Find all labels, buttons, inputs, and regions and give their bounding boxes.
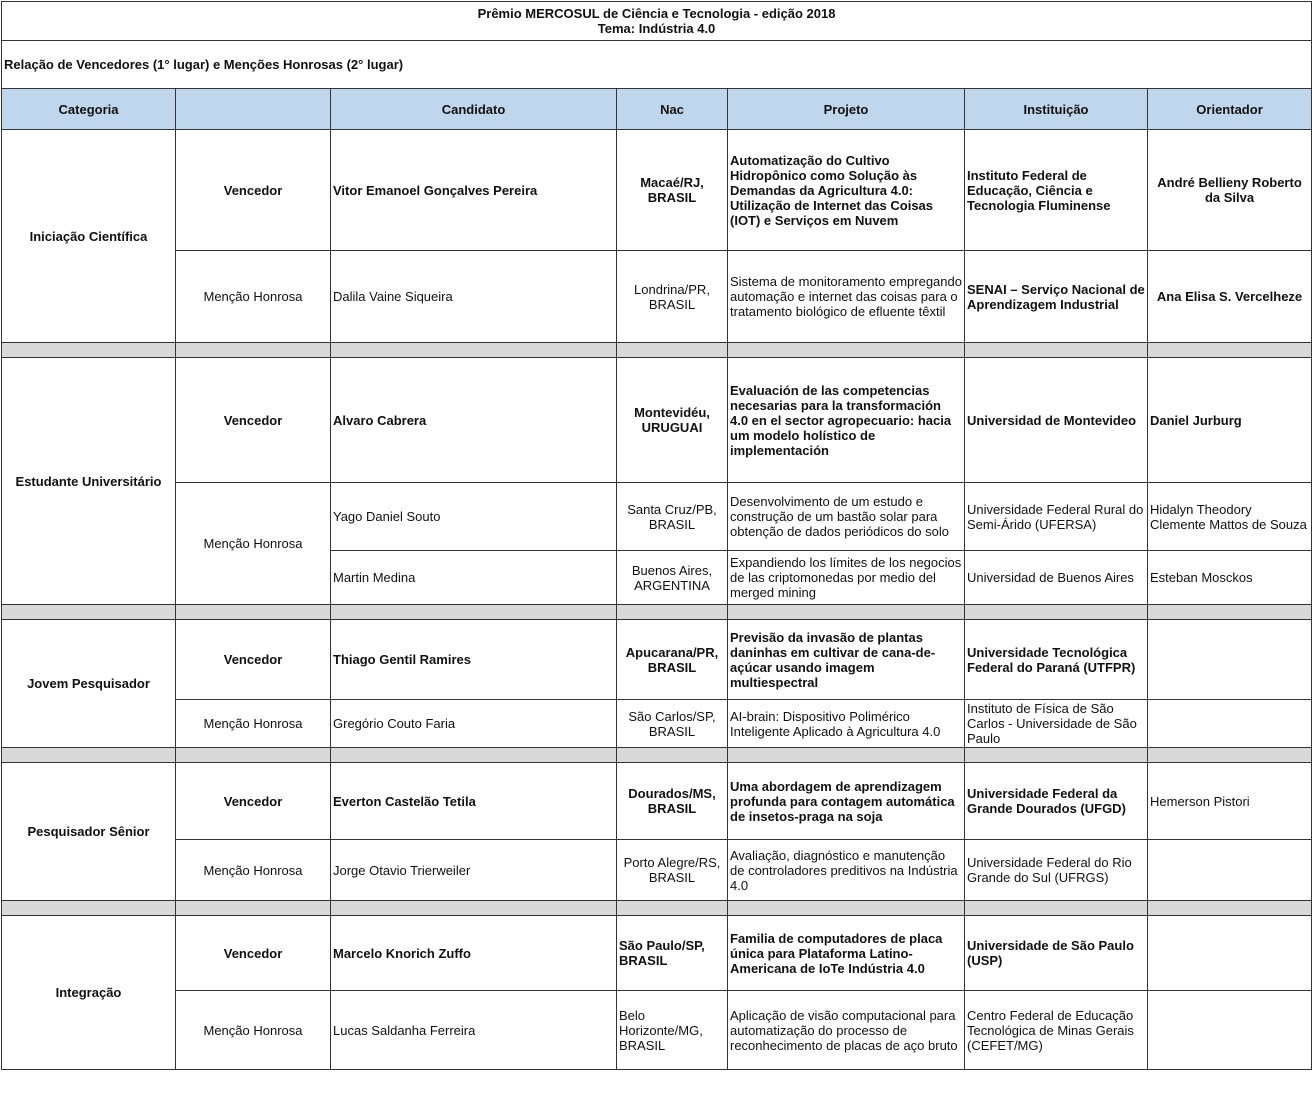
advisor-cell <box>1148 620 1312 700</box>
award-type-cell: Vencedor <box>176 358 331 483</box>
project-cell: Uma abordagem de aprendizagem profunda para contagem automática de insetos-praga na soja <box>728 763 965 840</box>
header-row <box>2 89 1312 130</box>
table-row <box>2 991 1312 1070</box>
institution-cell: Centro Federal de Educação Tecnológica de Minas Gerais (CEFET/MG) <box>965 991 1148 1070</box>
award-type-cell: Vencedor <box>176 620 331 700</box>
page-subtitle: Relação de Vencedores (1° lugar) e Menções Honrosas (2° lugar) <box>2 41 1312 89</box>
project-cell: Familia de computadores de placa única para Plataforma Latino-Americana de IoTe Indústria 4.0 <box>728 916 965 991</box>
advisor-cell: Hidalyn Theodory Clemente Mattos de Souza <box>1148 483 1312 551</box>
award-type-cell: Menção Honrosa <box>176 991 331 1070</box>
nationality-cell: Montevidéu, URUGUAI <box>617 358 728 483</box>
table-row <box>2 763 1312 840</box>
institution-cell: SENAI – Serviço Nacional de Aprendizagem Industrial <box>965 251 1148 343</box>
institution-cell: Universidad de Buenos Aires <box>965 551 1148 605</box>
candidate-cell: Lucas Saldanha Ferreira <box>331 991 617 1070</box>
candidate-cell: Thiago Gentil Ramires <box>331 620 617 700</box>
separator-row <box>2 901 1312 916</box>
advisor-cell <box>1148 700 1312 748</box>
nationality-cell: Londrina/PR, BRASIL <box>617 251 728 343</box>
table-row <box>2 700 1312 748</box>
awards-table <box>1 1 1312 1070</box>
candidate-cell: Vitor Emanoel Gonçalves Pereira <box>331 130 617 251</box>
award-type-cell: Vencedor <box>176 130 331 251</box>
award-type-cell: Menção Honrosa <box>176 251 331 343</box>
advisor-cell <box>1148 916 1312 991</box>
award-type-cell: Vencedor <box>176 763 331 840</box>
candidate-cell: Yago Daniel Souto <box>331 483 617 551</box>
table-row <box>2 916 1312 991</box>
candidate-cell: Everton Castelão Tetila <box>331 763 617 840</box>
subtitle-row <box>2 41 1312 89</box>
institution-cell: Universidade Tecnológica Federal do Paraná (UTFPR) <box>965 620 1148 700</box>
project-cell: Sistema de monitoramento empregando automação e internet das coisas para o tratamento biológico de efluente têxtil <box>728 251 965 343</box>
category-cell: Pesquisador Sênior <box>2 763 176 901</box>
nationality-cell: Apucarana/PR, BRASIL <box>617 620 728 700</box>
institution-cell: Instituto Federal de Educação, Ciência e Tecnologia Fluminense <box>965 130 1148 251</box>
nationality-cell: Macaé/RJ, BRASIL <box>617 130 728 251</box>
award-type-cell: Menção Honrosa <box>176 840 331 901</box>
nationality-cell: São Carlos/SP, BRASIL <box>617 700 728 748</box>
nationality-cell: São Paulo/SP, BRASIL <box>617 916 728 991</box>
project-cell: AI-brain: Dispositivo Polimérico Inteligente Aplicado à Agricultura 4.0 <box>728 700 965 748</box>
separator-row <box>2 605 1312 620</box>
header-categoria: Categoria <box>2 89 176 130</box>
advisor-cell: Esteban Mosckos <box>1148 551 1312 605</box>
separator-row <box>2 748 1312 763</box>
candidate-cell: Alvaro Cabrera <box>331 358 617 483</box>
header-projeto: Projeto <box>728 89 965 130</box>
institution-cell: Universidade de São Paulo (USP) <box>965 916 1148 991</box>
advisor-cell: Daniel Jurburg <box>1148 358 1312 483</box>
nationality-cell: Santa Cruz/PB, BRASIL <box>617 483 728 551</box>
table-row <box>2 483 1312 551</box>
nationality-cell: Porto Alegre/RS, BRASIL <box>617 840 728 901</box>
table-row <box>2 130 1312 251</box>
project-cell: Expandiendo los límites de los negocios de las criptomonedas por medio del merged mining <box>728 551 965 605</box>
institution-cell: Universidade Federal Rural do Semi-Árido (UFERSA) <box>965 483 1148 551</box>
candidate-cell: Marcelo Knorich Zuffo <box>331 916 617 991</box>
institution-cell: Universidade Federal do Rio Grande do Sul (UFRGS) <box>965 840 1148 901</box>
project-cell: Previsão da invasão de plantas daninhas em cultivar de cana-de-açúcar usando imagem multiespectral <box>728 620 965 700</box>
table-row <box>2 251 1312 343</box>
separator-row <box>2 343 1312 358</box>
project-cell: Avaliação, diagnóstico e manutenção de controladores preditivos na Indústria 4.0 <box>728 840 965 901</box>
candidate-cell: Martin Medina <box>331 551 617 605</box>
advisor-cell <box>1148 840 1312 901</box>
title-row <box>2 2 1312 41</box>
page-title <box>2 2 1312 41</box>
title-line-2: Tema: Indústria 4.0 <box>597 21 716 36</box>
header-orientador: Orientador <box>1148 89 1312 130</box>
nationality-cell: Buenos Aires, ARGENTINA <box>617 551 728 605</box>
nationality-cell: Dourados/MS, BRASIL <box>617 763 728 840</box>
institution-cell: Universidade Federal da Grande Dourados (UFGD) <box>965 763 1148 840</box>
award-type-cell: Menção Honrosa <box>176 700 331 748</box>
table-row <box>2 358 1312 483</box>
project-cell: Evaluación de las competencias necesarias para la transformación 4.0 en el sector agropecuario: hacia um modelo holístico de implementación <box>728 358 965 483</box>
institution-cell: Instituto de Física de São Carlos - Universidade de São Paulo <box>965 700 1148 748</box>
header-instituicao: Instituição <box>965 89 1148 130</box>
award-type-cell: Menção Honrosa <box>176 483 331 605</box>
category-cell: Jovem Pesquisador <box>2 620 176 748</box>
header-nac: Nac <box>617 89 728 130</box>
table-row <box>2 620 1312 700</box>
category-cell: Integração <box>2 916 176 1070</box>
project-cell: Aplicação de visão computacional para automatização do processo de reconhecimento de placas de aço bruto <box>728 991 965 1070</box>
category-cell: Iniciação Científica <box>2 130 176 343</box>
project-cell: Automatização do Cultivo Hidropônico como Solução às Demandas da Agricultura 4.0: Utilização de Internet das Coisas (IOT) e Serviços em Nuvem <box>728 130 965 251</box>
advisor-cell: André Bellieny Roberto da Silva <box>1148 130 1312 251</box>
advisor-cell: Ana Elisa S. Vercelheze <box>1148 251 1312 343</box>
project-cell: Desenvolvimento de um estudo e construção de um bastão solar para obtenção de dados periódicos do solo <box>728 483 965 551</box>
category-cell: Estudante Universitário <box>2 358 176 605</box>
award-type-cell: Vencedor <box>176 916 331 991</box>
candidate-cell: Gregório Couto Faria <box>331 700 617 748</box>
advisor-cell: Hemerson Pistori <box>1148 763 1312 840</box>
header-candidato: Candidato <box>331 89 617 130</box>
nationality-cell: Belo Horizonte/MG, BRASIL <box>617 991 728 1070</box>
table-row <box>2 840 1312 901</box>
title-line-1: Prêmio MERCOSUL de Ciência e Tecnologia - edição 2018 <box>477 6 836 21</box>
header-tipo-blank <box>176 89 331 130</box>
advisor-cell <box>1148 991 1312 1070</box>
institution-cell: Universidad de Montevideo <box>965 358 1148 483</box>
candidate-cell: Jorge Otavio Trierweiler <box>331 840 617 901</box>
candidate-cell: Dalila Vaine Siqueira <box>331 251 617 343</box>
